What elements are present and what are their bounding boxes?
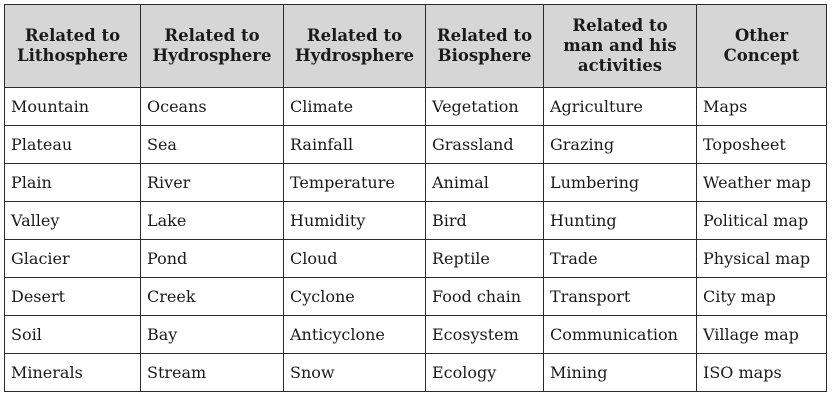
header-line: man and his (563, 36, 677, 55)
table-cell: Glacier (5, 240, 141, 278)
table-cell: Communication (544, 316, 697, 354)
table-cell: River (141, 164, 284, 202)
header-line: Biosphere (437, 46, 532, 65)
table-cell: Village map (697, 316, 827, 354)
table-cell: Mountain (5, 88, 141, 126)
table-cell: Snow (284, 354, 426, 392)
table-cell: Grassland (426, 126, 544, 164)
table-cell: Lake (141, 202, 284, 240)
table-cell: Reptile (426, 240, 544, 278)
table-cell: Animal (426, 164, 544, 202)
header-cell-hydrosphere-1 (141, 5, 284, 88)
table-cell: Oceans (141, 88, 284, 126)
table-cell: Hunting (544, 202, 697, 240)
table-cell: Climate (284, 88, 426, 126)
header-line: Hydrosphere (295, 46, 414, 65)
table-cell: Physical map (697, 240, 827, 278)
table-cell: Grazing (544, 126, 697, 164)
header-line: Related to (436, 26, 533, 45)
table-row (5, 278, 827, 316)
table-cell: Desert (5, 278, 141, 316)
table-cell: Bird (426, 202, 544, 240)
table-row (5, 354, 827, 392)
header-cell-other-concept (697, 5, 827, 88)
table-cell: Soil (5, 316, 141, 354)
table-cell: Vegetation (426, 88, 544, 126)
table-cell: Lumbering (544, 164, 697, 202)
table-row (5, 88, 827, 126)
table-cell: Mining (544, 354, 697, 392)
table-cell: Bay (141, 316, 284, 354)
table-cell: Rainfall (284, 126, 426, 164)
table-cell: Anticyclone (284, 316, 426, 354)
header-line: Concept (723, 46, 800, 65)
table-cell: Valley (5, 202, 141, 240)
table-cell: Minerals (5, 354, 141, 392)
header-line: Related to (572, 16, 668, 35)
concepts-table (4, 4, 827, 392)
table-cell: Ecosystem (426, 316, 544, 354)
table-cell: Maps (697, 88, 827, 126)
header-line: Lithosphere (16, 46, 128, 65)
table-cell: Creek (141, 278, 284, 316)
table-body (5, 88, 827, 392)
header-line: Related to (164, 26, 260, 45)
table-row (5, 316, 827, 354)
table-cell: ISO maps (697, 354, 827, 392)
header-cell-lithosphere (5, 5, 141, 88)
header-line: Other (734, 26, 789, 45)
table-cell: Ecology (426, 354, 544, 392)
table-cell: Stream (141, 354, 284, 392)
header-line: Hydrosphere (152, 46, 272, 65)
table-cell: Plateau (5, 126, 141, 164)
table-cell: Agriculture (544, 88, 697, 126)
table-cell: Trade (544, 240, 697, 278)
table-row (5, 202, 827, 240)
table-cell: Plain (5, 164, 141, 202)
table-header (5, 5, 827, 88)
table-cell: Sea (141, 126, 284, 164)
table-cell: City map (697, 278, 827, 316)
header-row (5, 5, 827, 88)
table-cell: Food chain (426, 278, 544, 316)
table-cell: Weather map (697, 164, 827, 202)
table-cell: Toposheet (697, 126, 827, 164)
table-row (5, 164, 827, 202)
table-cell: Cloud (284, 240, 426, 278)
header-cell-hydrosphere-2 (284, 5, 426, 88)
header-line: activities (577, 56, 663, 75)
table-cell: Transport (544, 278, 697, 316)
header-cell-biosphere (426, 5, 544, 88)
header-cell-man-activities (544, 5, 697, 88)
header-line: Related to (306, 26, 403, 45)
table-cell: Humidity (284, 202, 426, 240)
table-cell: Political map (697, 202, 827, 240)
table-row (5, 126, 827, 164)
table-cell: Pond (141, 240, 284, 278)
table-cell: Temperature (284, 164, 426, 202)
header-line: Related to (24, 26, 121, 45)
table-row (5, 240, 827, 278)
table-cell: Cyclone (284, 278, 426, 316)
